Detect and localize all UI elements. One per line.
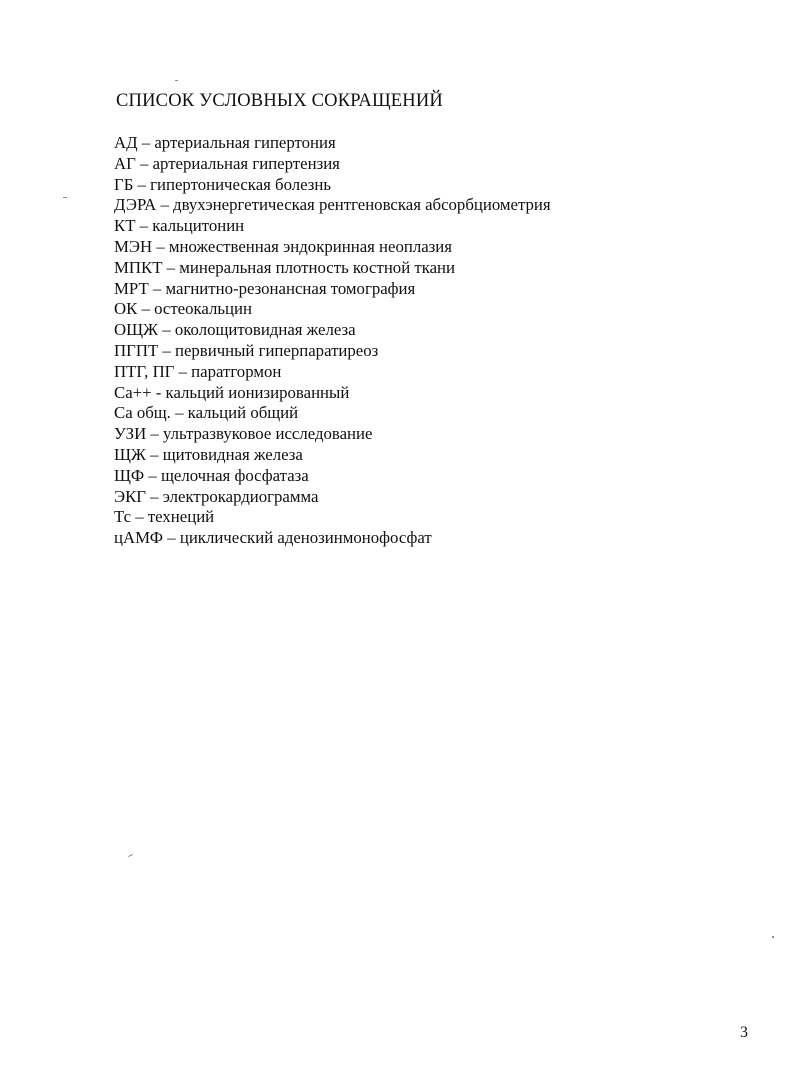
list-item: цАМФ – циклический аденозинмонофосфат	[114, 528, 432, 548]
list-item: ЩЖ – щитовидная железа	[114, 444, 303, 464]
list-item: Тс – технеций	[114, 507, 215, 527]
scan-speck	[175, 80, 178, 81]
list-item: ПТГ, ПГ – паратгормон	[114, 361, 282, 381]
list-item: ЭКГ – электрокардиограмма	[114, 486, 319, 506]
list-item: ПГПТ – первичный гиперпаратиреоз	[114, 340, 379, 360]
scan-speck	[772, 936, 774, 938]
list-item: ДЭРА – двухэнергетическая рентгеновская абсорбциометрия	[114, 195, 551, 215]
list-item: ОК – остеокальцин	[114, 299, 252, 319]
list-item: КТ – кальцитонин	[114, 216, 245, 236]
list-item: ГБ – гипертоническая болезнь	[114, 174, 332, 194]
list-item: Са общ. – кальций общий	[114, 403, 299, 423]
scan-speck	[63, 197, 67, 198]
list-item: ЩФ – щелочная фосфатаза	[114, 465, 309, 485]
list-item: УЗИ – ультразвуковое исследование	[114, 424, 373, 444]
scan-speck	[128, 854, 133, 857]
list-item: ОЩЖ – околощитовидная железа	[114, 320, 356, 340]
list-item: МЭН – множественная эндокринная неоплазия	[114, 236, 453, 256]
page-number: 3	[740, 1024, 748, 1041]
list-item: МРТ – магнитно-резонансная томография	[114, 278, 416, 298]
abbreviation-list	[114, 133, 551, 549]
list-item: Са++ - кальций ионизированный	[114, 382, 350, 402]
page-title: СПИСОК УСЛОВНЫХ СОКРАЩЕНИЙ	[116, 91, 443, 111]
list-item: АГ – артериальная гипертензия	[114, 153, 340, 173]
list-item: АД – артериальная гипертония	[114, 133, 336, 152]
list-item: МПКТ – минеральная плотность костной ткани	[114, 257, 456, 277]
